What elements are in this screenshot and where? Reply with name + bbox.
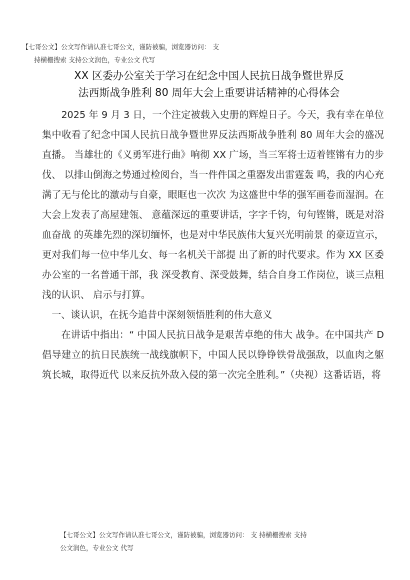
document-body: [42, 106, 384, 386]
paragraph-2: 在讲话中指出：“ 中国人民抗日战争是艰苦卓绝的伟大 战争。在中国共产 D 倡导建立的抗日民族统一战线旗帜下，中国人民以铮铮铁骨战强敌，以血肉之躯筑长城，取得近代 以来反抗外敌入侵的第一次完全胜利。”（央视）这番话语，将: [42, 330, 384, 381]
header-line-2: 持横栅搜索 支持公文润色，专业公文 代写: [34, 56, 156, 64]
title-line-2: 法西斯战争胜利 80 周年大会上重要讲话精神的心得体会: [78, 87, 340, 99]
footer-line-1: 【七哥公文】公文写作请认准七哥公文，谨防被骗，浏览器访问： 支 持横栅搜索 支持: [60, 531, 307, 539]
paragraph-1: 2025 年 9 月 3 日，一个注定被载入史册的辉煌日子。今天，我有幸在单位集中收看了纪念中国人民抗日战争暨世界反法西斯战争胜利 80 周年大会的盛况直播。 当雄壮的《义勇军进行曲》响彻 XX 广场，当三军将士迈着铿锵有力的步伐、 以排山倒海之势通过检阅台，当一件件国之重器发出雷霆轰 鸣，我的内心充满了无与伦比的激动与自豪，眼眶也一次次 为这盛世中华的强军画卷而湿润。在大会上发表了高屋建瓴、 意蕴深远的重要讲话，字字千钧，句句铿锵，既是对浴血奋战 的英雄先烈的深切缅怀，也是对中华民族伟大复兴光明前景 的豪迈宣示，更对我们每一位中华儿女、每一名机关干部提 出了新的时代要求。作为 XX 区委办公室的一名普通干部，我 深受教育、深受鼓舞，结合自身工作岗位，谈三点粗浅的认识、 启示与打算。: [42, 110, 384, 301]
header-line-1: 【七哥公文】公文写作请认准七哥公文，谨防被骗，浏览器访问： 支: [22, 43, 220, 51]
section-heading-1: 一、谈认识，在抚今追昔中深刻领悟胜利的伟大意义: [51, 310, 273, 321]
page-header: [22, 42, 400, 66]
title-line-1: XX 区委办公室关于学习在纪念中国人民抗日战争暨世界反: [74, 70, 344, 82]
footer-line-2: 公文润色，专业公文 代写: [60, 544, 134, 552]
page-footer: [60, 530, 400, 554]
document-title: [30, 68, 388, 102]
